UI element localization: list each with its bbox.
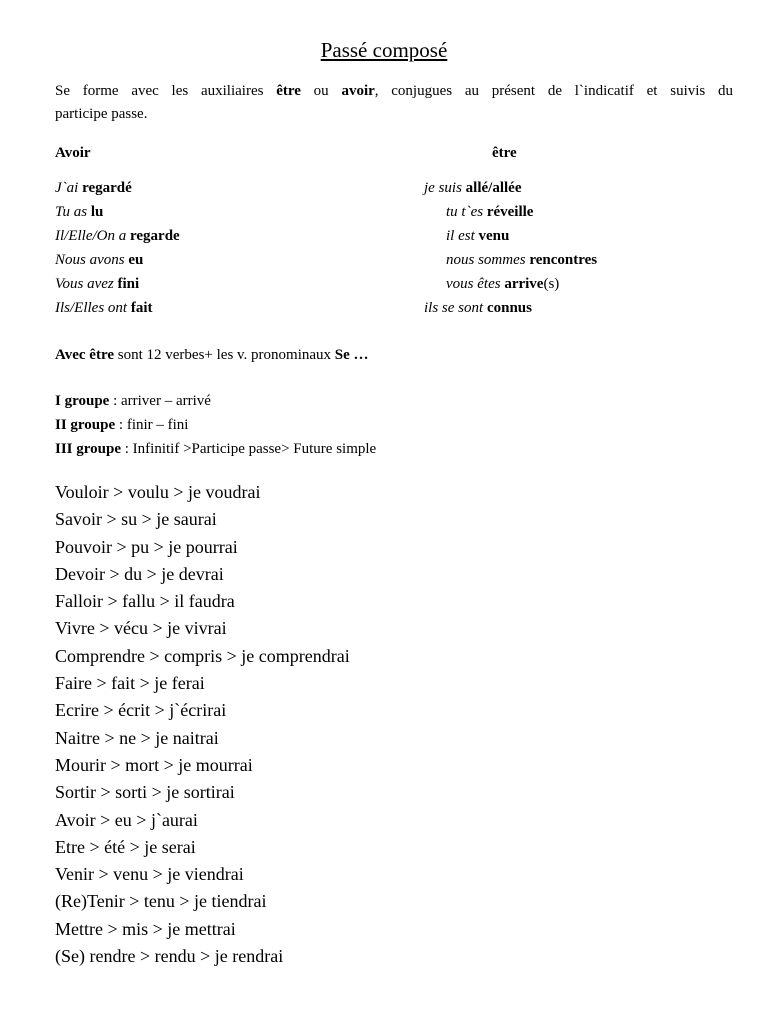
intro-text-1: Se forme avec les auxiliaires: [55, 83, 277, 99]
list-item: (Re)Tenir > tenu > je tiendrai: [55, 891, 267, 912]
avoir-row: Tu as lu: [55, 204, 104, 220]
list-item: Avoir > eu > j`aurai: [55, 809, 198, 830]
list-item: Vivre > vécu > je vivrai: [55, 618, 227, 639]
avoir-conjugation: [55, 176, 180, 320]
etre-conjugation: [424, 176, 597, 320]
group-line: I groupe : arriver – arrivé: [55, 393, 211, 409]
avoir-row: Nous avons eu: [55, 252, 144, 268]
list-item: Mourir > mort > je mourrai: [55, 754, 253, 775]
intro-line-1: [55, 80, 733, 103]
etre-row: ils se sont connus: [424, 300, 532, 316]
intro-text-2: ou: [300, 83, 342, 99]
avoir-row: J`ai regardé: [55, 180, 132, 196]
intro-etre: être: [276, 83, 301, 99]
list-item: Sortir > sorti > je sortirai: [55, 782, 235, 803]
list-item: Etre > été > je serai: [55, 836, 196, 857]
list-item: Devoir > du > je devrai: [55, 563, 224, 584]
list-item: Naitre > ne > je naitrai: [55, 727, 219, 748]
list-item: Pouvoir > pu > je pourrai: [55, 536, 238, 557]
etre-heading: être: [492, 145, 517, 161]
intro-text-3: , conjugues au présent de l`indicatif et suivis du: [374, 83, 733, 99]
irregular-verb-list: [55, 479, 350, 970]
etre-row: vous êtes arrive(s): [446, 276, 560, 292]
avoir-row: Vous avez fini: [55, 276, 140, 292]
etre-row: il est venu: [446, 228, 510, 244]
verb-groups: [55, 389, 376, 461]
intro-avoir: avoir: [341, 83, 375, 99]
list-item: Ecrire > écrit > j`écrirai: [55, 700, 227, 721]
avoir-heading: Avoir: [55, 145, 91, 161]
etre-row: je suis allé/allée: [424, 180, 522, 196]
group-line: III groupe : Infinitif >Participe passe> Future simple: [55, 441, 377, 457]
list-item: Savoir > su > je saurai: [55, 509, 217, 530]
avec-etre-note: Avec être sont 12 verbes+ les v. pronominaux Se …: [55, 347, 369, 363]
group-line: II groupe : finir – fini: [55, 417, 189, 433]
list-item: Falloir > fallu > il faudra: [55, 591, 235, 612]
list-item: Faire > fait > je ferai: [55, 673, 205, 694]
etre-row: tu t`es réveille: [446, 204, 534, 220]
list-item: Mettre > mis > je mettrai: [55, 918, 236, 939]
etre-row: nous sommes rencontres: [446, 252, 598, 268]
intro-paragraph: [55, 80, 733, 126]
page-title: Passé composé: [320, 38, 448, 62]
list-item: Comprendre > compris > je comprendrai: [55, 645, 350, 666]
list-item: (Se) rendre > rendu > je rendrai: [55, 946, 284, 967]
list-item: Vouloir > voulu > je voudrai: [55, 482, 261, 502]
avoir-row: Il/Elle/On a regarde: [55, 228, 180, 244]
intro-line-2: participe passe.: [55, 106, 148, 122]
list-item: Venir > venu > je viendrai: [55, 864, 244, 885]
avoir-row: Ils/Elles ont fait: [55, 300, 153, 316]
